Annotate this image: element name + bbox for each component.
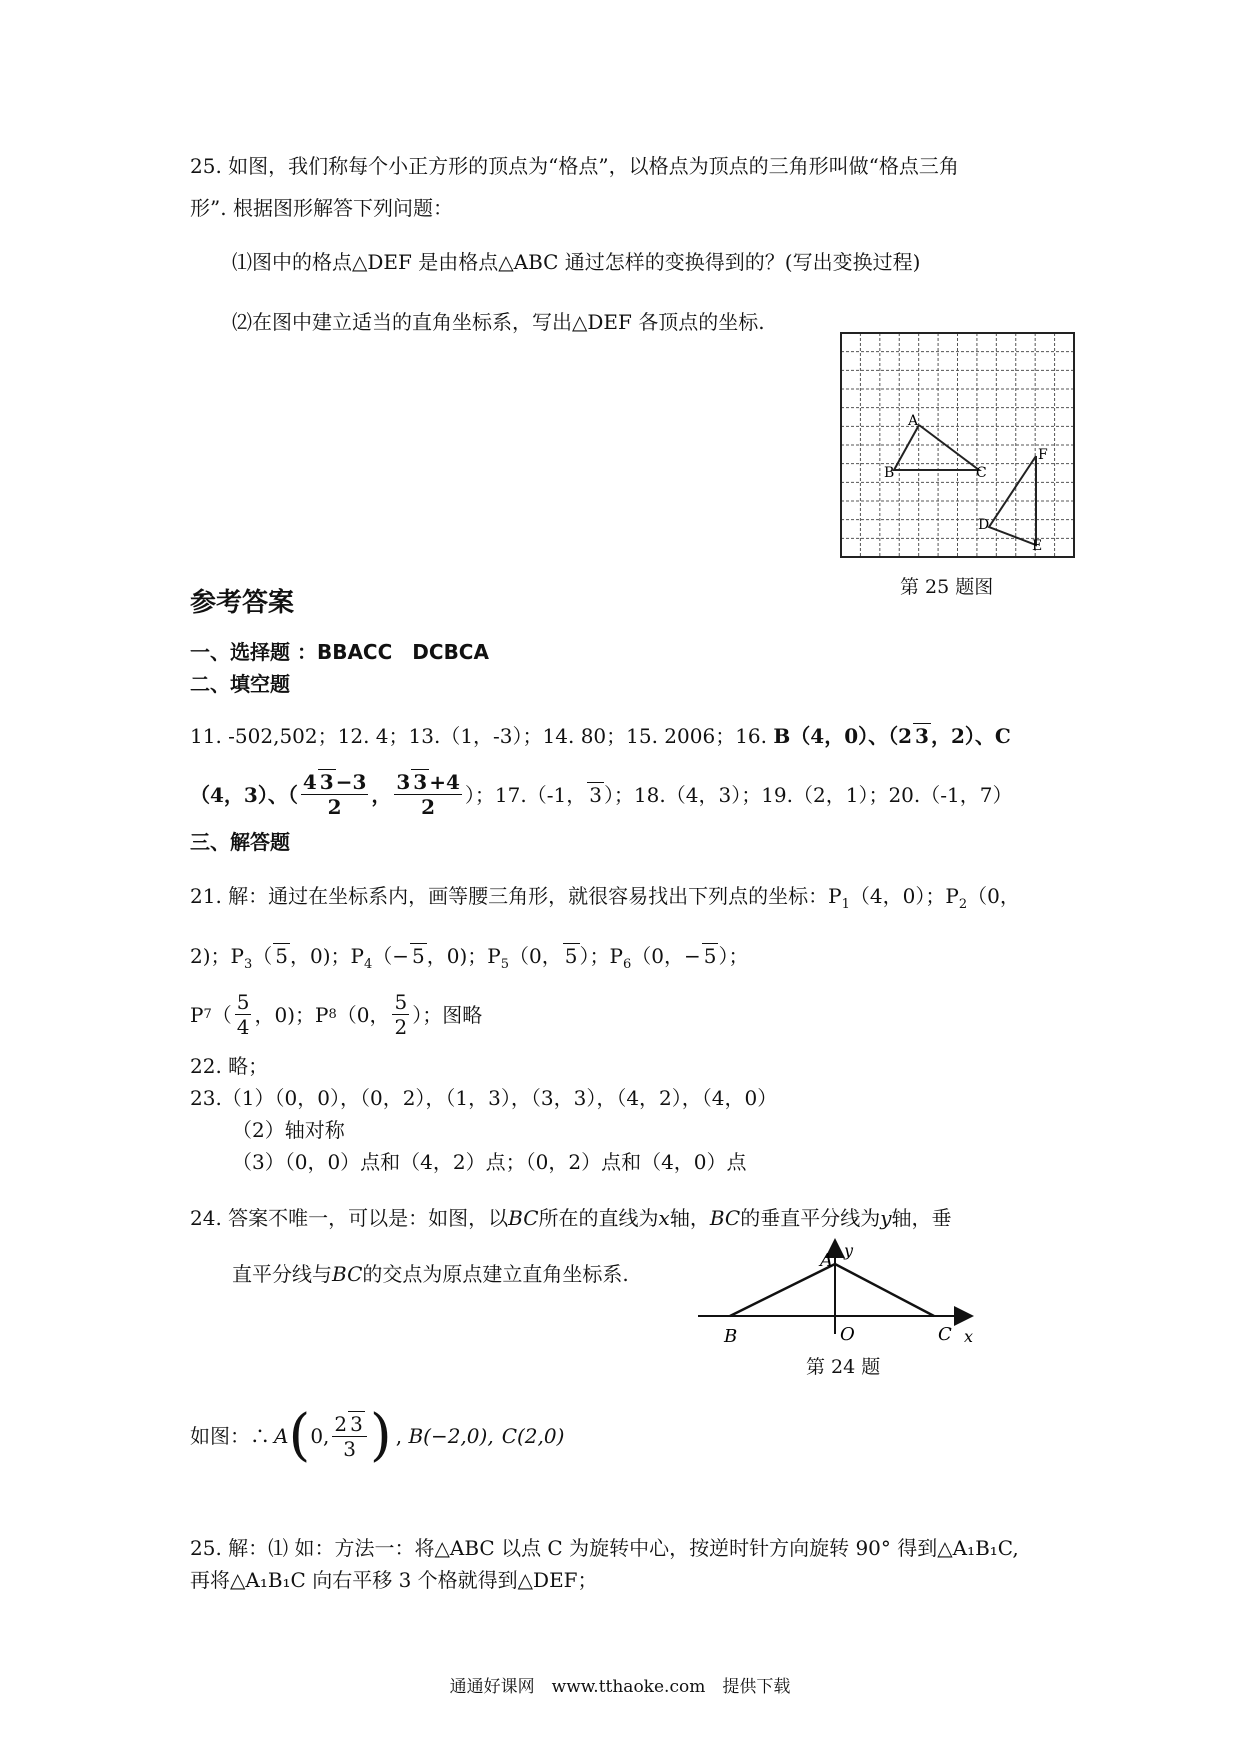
fraction-5-4: $\frac{5}{4}$ [236,990,250,1039]
section-fill: 二、填空题 [190,672,290,696]
label-a: A [820,1250,833,1271]
q25-figure-caption: 第 25 题图 [900,576,994,598]
fraction-5-2: $\frac{5}{2}$ [394,990,408,1039]
section-solve: 三、解答题 [190,830,290,854]
q25-line2: 形”. 根据图形解答下列问题： [190,196,453,220]
label-d: D [978,517,990,533]
answers-title: 参考答案 [190,588,295,618]
q24-line2: 直平分线与BC的交点为原点建立直角坐标系. [232,1262,629,1286]
label-x: x [964,1327,974,1346]
q21-line1: 21. 解：通过在坐标系内，画等腰三角形，就很容易找出下列点的坐标：$P_1(4$，0）；$P_2(0$， [190,884,1020,912]
label-b: B [724,1326,738,1347]
label-c: C [938,1324,952,1345]
q24-axes-figure [690,1236,990,1350]
q23-2: （2）轴对称 [232,1118,345,1142]
q22: 22. 略； [190,1054,269,1078]
q23-3: （3）（0，0）点和（4，2）点；（0，2）点和（4，0）点 [232,1150,747,1174]
label-c: C [976,465,987,481]
label-e: E [1032,538,1043,554]
q25-grid-figure [840,332,1076,560]
fill-line-2: （4，3）、（ $\frac{4 3 -3}{2}$ ， $\frac{3 3 +4}{2}$ ）；17.（-1， 3 ）；18.（4，3）；19.（2，1）；20.（-1，7） [190,770,1013,819]
label-b: B [884,465,895,481]
q21-line2: 2)；$P_3$（ 5 ，0)；$P_4(- 5$ ，0)；$P_5(0$， 5 ）；$P_6(0$，− 5 ）； [190,944,749,972]
q25-line1: 25. 如图，我们称每个小正方形的顶点为“格点”，以格点为顶点的三角形叫做“格点三角 [190,154,959,178]
label-o: O [840,1324,855,1345]
fraction-2sqrt3-3: $\frac{2 3}{3}$ [332,1412,366,1461]
page-footer: 通通好课网 www.tthaoke.com 提供下载 [449,1677,791,1697]
q25-part2: ⑵在图中建立适当的直角坐标系，写出△DEF 各顶点的坐标. [232,310,765,334]
q24-result: 如图：∴ A ( 0, $\frac{2 3}{3}$ ) , B(−2,0), C(2,0) [190,1403,565,1468]
q24-line1: 24. 答案不唯一，可以是：如图，以BC所在的直线为x轴，BC的垂直平分线为y轴，垂 [190,1206,952,1230]
q23-1: 23.（1）（0，0），（0，2），（1，3），（3，3），（4，2），（4，0） [190,1086,778,1110]
label-a: A [908,413,919,429]
label-f: F [1038,447,1048,463]
label-y: y [844,1241,854,1260]
fraction-2: $\frac{3 3 +4}{2}$ [396,770,460,819]
triangle-abc-axes [730,1264,934,1316]
q24-figure-caption: 第 24 题 [806,1356,881,1378]
section-choice: 一、选择题 ：BBACC DCBCA [190,640,489,664]
q25-part1: ⑴图中的格点△DEF 是由格点△ABC 通过怎样的变换得到的？(写出变换过程) [232,250,921,274]
fraction-1: $\frac{4 3 -3}{2}$ [302,770,367,819]
q21-line3: P 7 （ $\frac{5}{4}$ ，0)；P 8 （0， $\frac{5}{2}$ ）；图略 [190,990,483,1039]
q25-solution-line1: 25. 解：⑴ 如：方法一：将△ABC 以点 C 为旋转中心，按逆时针方向旋转 90° 得到△A₁B₁C, [190,1536,1019,1560]
fill-line-1: 11. -502,502；12. 4；13.（1，-3）；14. 80；15. 2006；16. B（4，0）、（2 3 ，2）、C [190,724,1011,748]
q25-solution-line2: 再将△A₁B₁C 向右平移 3 个格就得到△DEF； [190,1568,598,1592]
